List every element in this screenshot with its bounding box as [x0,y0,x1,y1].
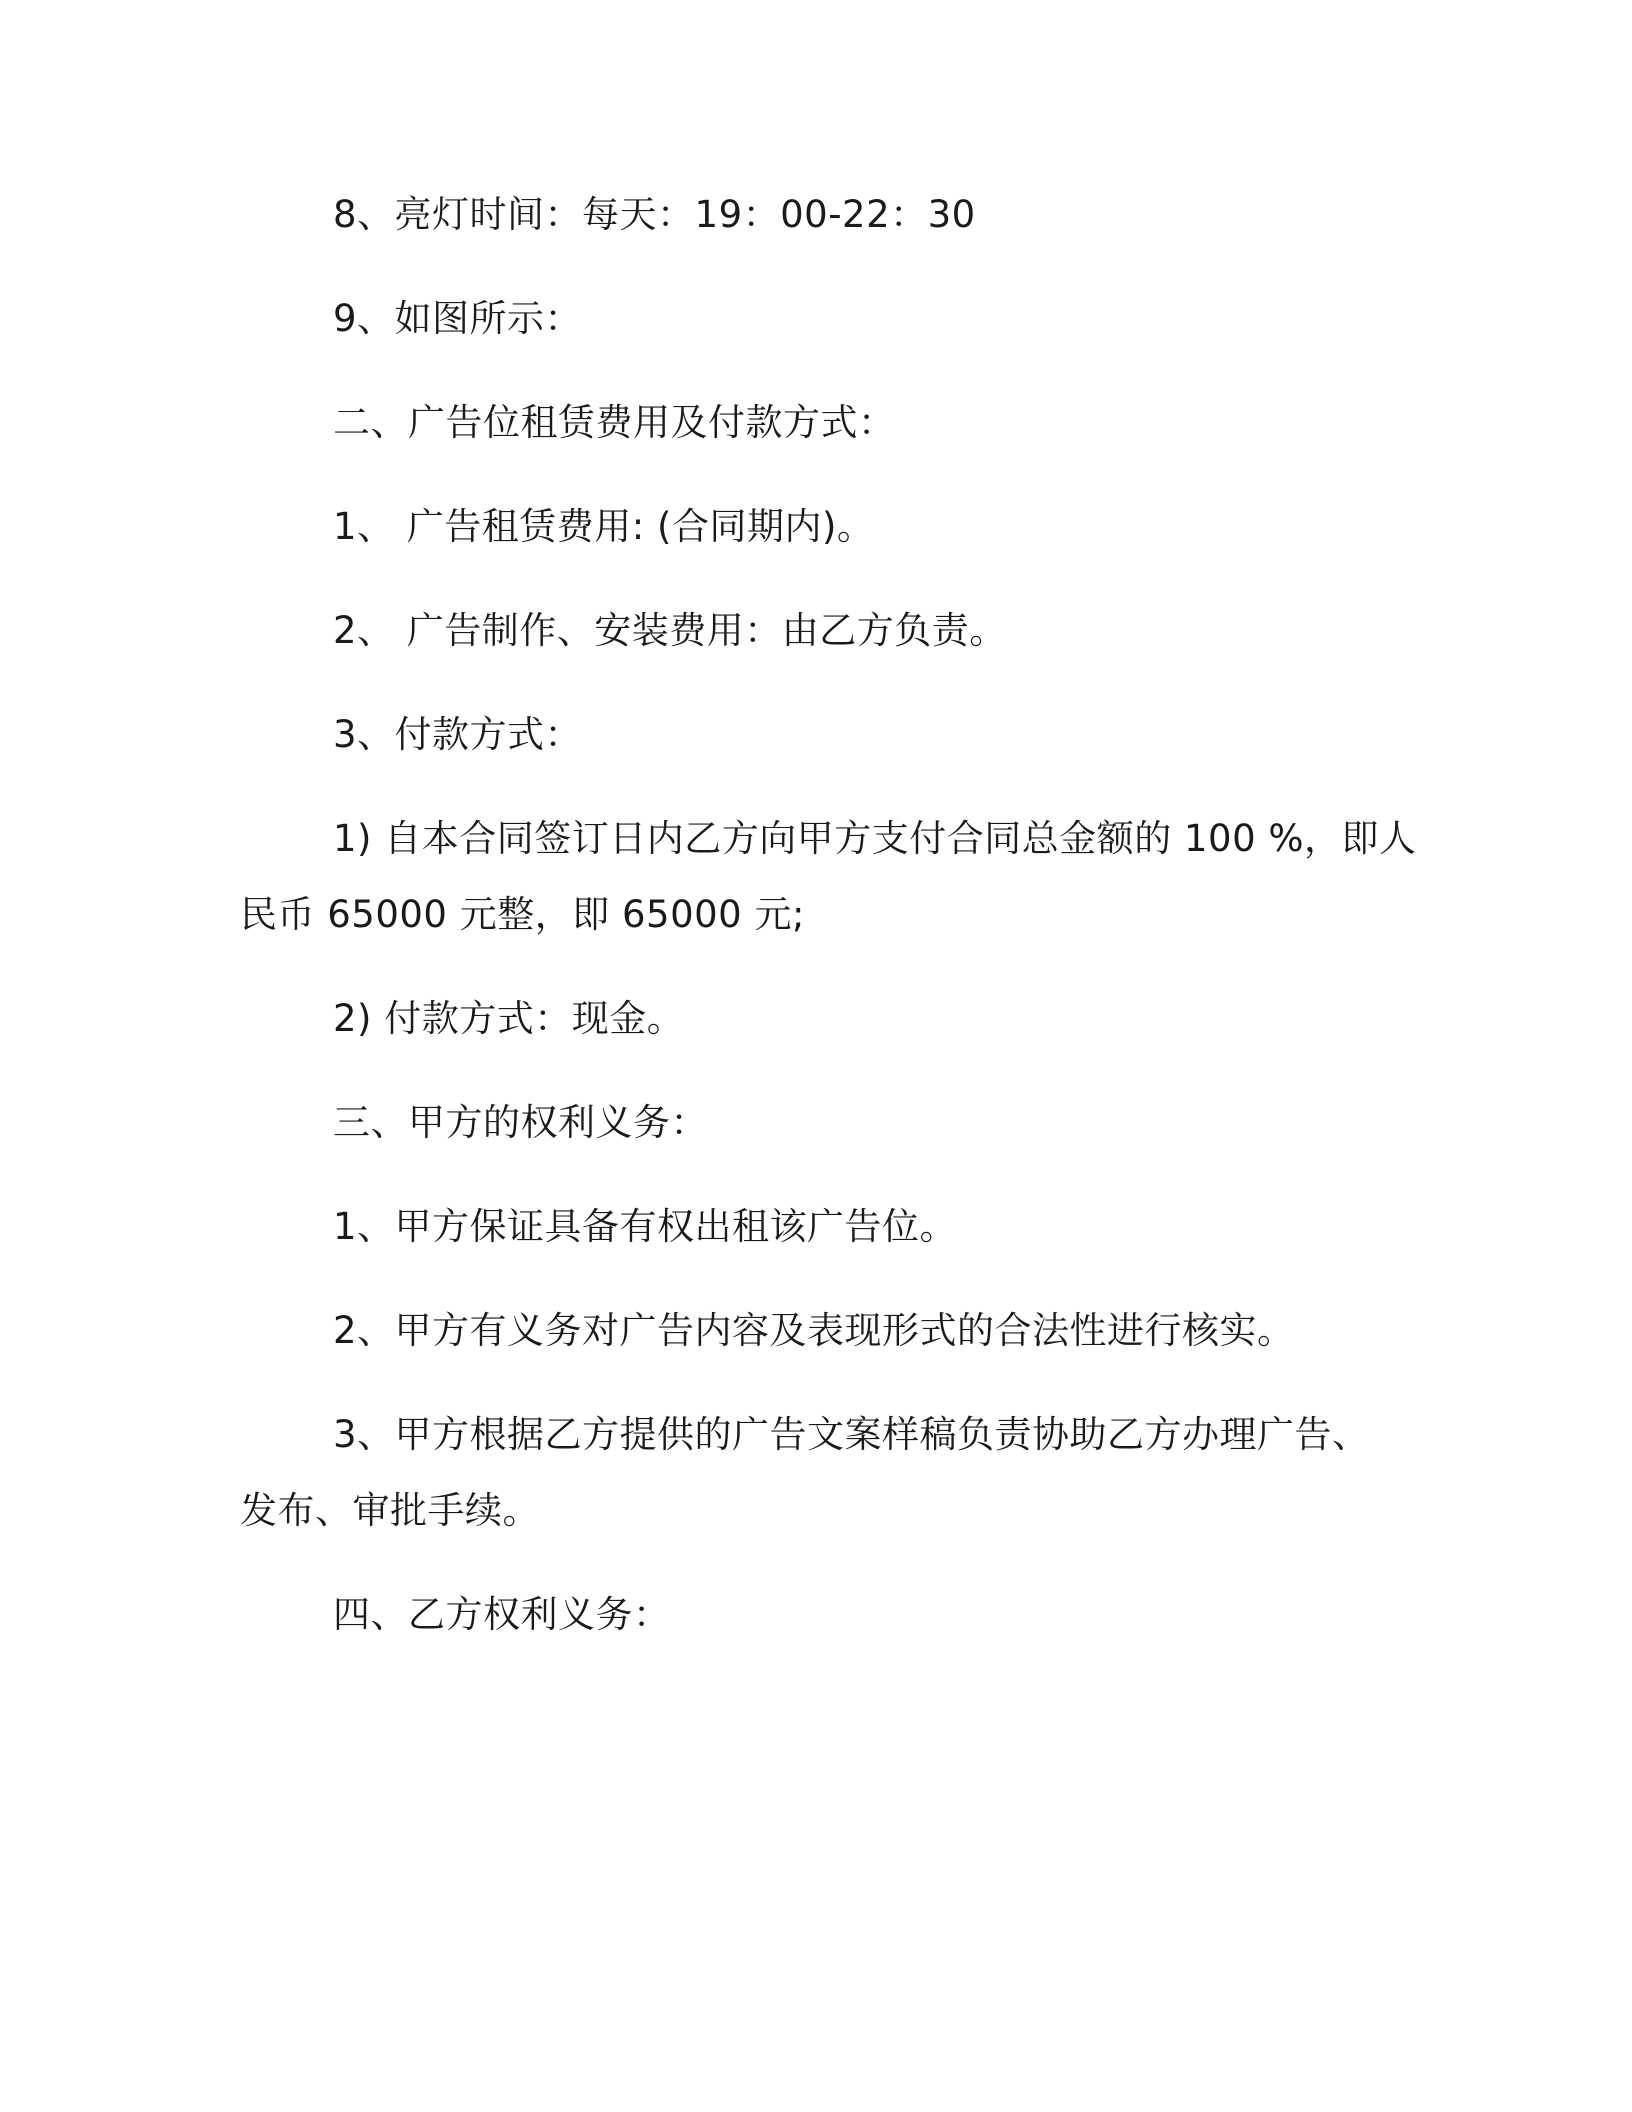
clause-party-a-2: 2、甲方有义务对广告内容及表现形式的合法性进行核实。 [333,1309,1295,1352]
clause-party-a-3-line-2: 发布、审批手续。 [240,1489,540,1532]
section-heading-party-a: 三、甲方的权利义务： [333,1101,708,1144]
clause-lighting-time: 8、亮灯时间：每天：19：00-22：30 [333,193,976,236]
clause-party-a-1: 1、甲方保证具备有权出租该广告位。 [333,1205,958,1248]
clause-party-a-3-line-1: 3、甲方根据乙方提供的广告文案样稿负责协助乙方办理广告、 [333,1413,1370,1456]
clause-production-fee: 2、 广告制作、安装费用：由乙方负责。 [333,609,1007,652]
clause-payment-method: 3、付款方式： [333,713,583,756]
clause-payment-2: 2) 付款方式：现金。 [333,997,685,1040]
section-heading-party-b: 四、乙方权利义务： [333,1593,671,1636]
section-heading-fees: 二、广告位租赁费用及付款方式： [333,401,896,444]
clause-payment-1-line-2: 民币 65000 元整，即 65000 元; [240,893,805,936]
clause-rental-fee: 1、 广告租赁费用: (合同期内)。 [333,505,875,548]
clause-payment-1-line-1: 1) 自本合同签订日内乙方向甲方支付合同总金额的 100 %，即人 [333,817,1417,860]
clause-as-shown: 9、如图所示： [333,297,583,340]
